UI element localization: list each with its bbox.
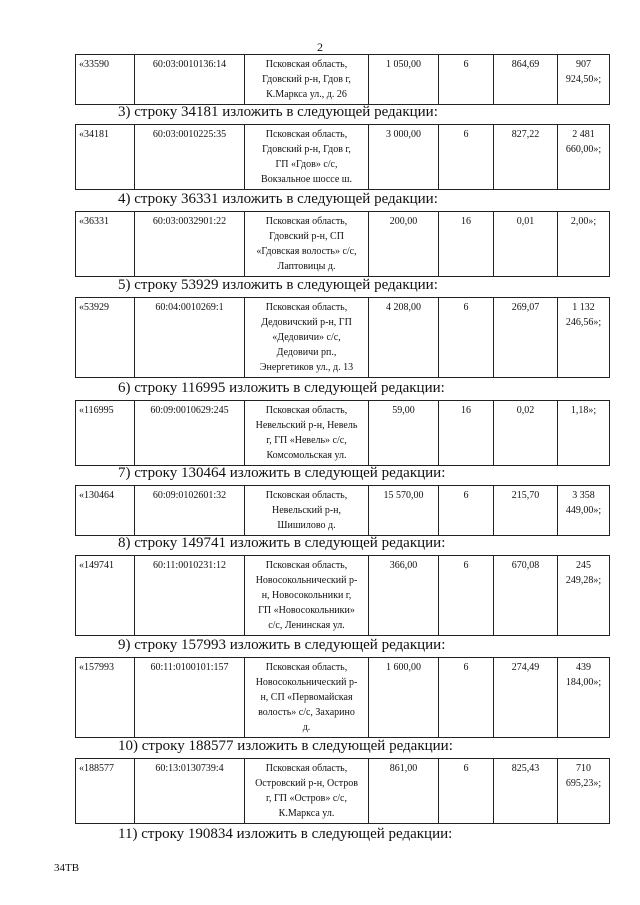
cell-area: 3 000,00 — [369, 125, 439, 190]
cell-address — [245, 55, 369, 105]
cell-rate: 6 — [439, 658, 494, 738]
cell-cadastral: 60:09:0102601:32 — [135, 486, 245, 536]
address-line: н, Новосокольники г, — [261, 590, 352, 601]
cell-value: 825,43 — [494, 759, 558, 824]
cell-address — [245, 125, 369, 190]
cell-cadastral: 60:04:0010269:1 — [135, 298, 245, 378]
table-row — [76, 55, 610, 105]
cell-id: «116995 — [76, 401, 135, 466]
cell-rate: 16 — [439, 401, 494, 466]
section-heading: 9) строку 157993 изложить в следующей редакции: — [118, 637, 446, 653]
cell-cadastral: 60:09:0010629:245 — [135, 401, 245, 466]
cell-sum: 3 358 449,00»; — [558, 486, 610, 536]
cell-sum: 907 924,50»; — [558, 55, 610, 105]
record-table — [75, 54, 610, 105]
cell-address — [245, 759, 369, 824]
cell-address — [245, 212, 369, 277]
cell-value: 215,70 — [494, 486, 558, 536]
table-row — [76, 759, 610, 824]
table-row — [76, 298, 610, 378]
address-line: ГП «Гдов» с/с, — [275, 159, 338, 170]
cell-sum: 2,00»; — [558, 212, 610, 277]
address-line: Псковская область, — [265, 302, 348, 313]
record-table — [75, 485, 610, 536]
cell-id: «34181 — [76, 125, 135, 190]
section-heading: 3) строку 34181 изложить в следующей редакции: — [118, 104, 438, 120]
address-line: Псковская область, — [265, 405, 348, 416]
cell-sum: 2 481 660,00»; — [558, 125, 610, 190]
cell-address — [245, 658, 369, 738]
cell-sum: 710 695,23»; — [558, 759, 610, 824]
address-line: Невельский р-н, — [272, 505, 341, 516]
cell-area: 200,00 — [369, 212, 439, 277]
address-line: ГП «Новосокольники» — [258, 605, 355, 616]
cell-value: 0,01 — [494, 212, 558, 277]
address-line: Дедовичи рп., — [276, 347, 337, 358]
cell-area: 59,00 — [369, 401, 439, 466]
address-line: Новосокольнический р- — [255, 575, 358, 586]
record-table — [75, 124, 610, 190]
page-number: 2 — [317, 40, 323, 54]
cell-cadastral: 60:11:0100101:157 — [135, 658, 245, 738]
section-heading: 10) строку 188577 изложить в следующей редакции: — [118, 738, 453, 754]
cell-value: 827,22 — [494, 125, 558, 190]
address-line: К.Маркса ул. — [278, 808, 335, 819]
address-line: Шишилово д. — [277, 520, 336, 531]
section-heading: 7) строку 130464 изложить в следующей редакции: — [118, 465, 446, 481]
address-line: д. — [302, 722, 311, 733]
address-line: Островский р-н, Остров — [255, 778, 358, 789]
address-line: Гдовский р-н, СП — [269, 231, 344, 242]
cell-id: «36331 — [76, 212, 135, 277]
address-line: г, ГП «Невель» с/с, — [266, 435, 347, 446]
address-line: Псковская область, — [265, 490, 348, 501]
cell-address — [245, 401, 369, 466]
cell-sum: 1 132 246,56»; — [558, 298, 610, 378]
address-line: Дедовичский р-н, ГП — [261, 317, 352, 328]
cell-id: «130464 — [76, 486, 135, 536]
cell-value: 269,07 — [494, 298, 558, 378]
section-heading: 5) строку 53929 изложить в следующей редакции: — [118, 277, 438, 293]
cell-sum: 245 249,28»; — [558, 556, 610, 636]
address-line: Гдовский р-н, Гдов г, — [262, 74, 351, 85]
cell-id: «33590 — [76, 55, 135, 105]
record-table — [75, 211, 610, 277]
cell-rate: 6 — [439, 556, 494, 636]
cell-cadastral: 60:03:0032901:22 — [135, 212, 245, 277]
cell-address — [245, 486, 369, 536]
address-line: с/с, Ленинская ул. — [268, 620, 345, 631]
cell-rate: 6 — [439, 55, 494, 105]
address-line: волость» с/с, Захарино — [258, 707, 355, 718]
cell-value: 0,02 — [494, 401, 558, 466]
cell-area: 1 600,00 — [369, 658, 439, 738]
cell-sum: 1,18»; — [558, 401, 610, 466]
cell-area: 4 208,00 — [369, 298, 439, 378]
address-line: Псковская область, — [265, 129, 348, 140]
cell-id: «188577 — [76, 759, 135, 824]
address-line: Псковская область, — [265, 216, 348, 227]
cell-cadastral: 60:03:0010136:14 — [135, 55, 245, 105]
record-table — [75, 758, 610, 824]
cell-cadastral: 60:03:0010225:35 — [135, 125, 245, 190]
cell-id: «53929 — [76, 298, 135, 378]
table-row — [76, 401, 610, 466]
address-line: Энергетиков ул., д. 13 — [259, 362, 354, 373]
address-line: Невельский р-н, Невель — [255, 420, 358, 431]
cell-rate: 6 — [439, 298, 494, 378]
record-table — [75, 297, 610, 378]
cell-rate: 6 — [439, 125, 494, 190]
cell-value: 670,08 — [494, 556, 558, 636]
cell-cadastral: 60:11:0010231:12 — [135, 556, 245, 636]
cell-area: 1 050,00 — [369, 55, 439, 105]
address-line: г, ГП «Остров» с/с, — [265, 793, 347, 804]
footer-code: 34ТВ — [54, 862, 80, 874]
address-line: Псковская область, — [265, 59, 348, 70]
address-line: Псковская область, — [265, 662, 348, 673]
address-line: Лаптовицы д. — [277, 261, 336, 272]
cell-id: «157993 — [76, 658, 135, 738]
address-line: Псковская область, — [265, 763, 348, 774]
cell-address — [245, 556, 369, 636]
cell-cadastral: 60:13:0130739:4 — [135, 759, 245, 824]
cell-rate: 6 — [439, 486, 494, 536]
address-line: «Гдовская волость» с/с, — [256, 246, 357, 257]
cell-area: 366,00 — [369, 556, 439, 636]
address-line: Гдовский р-н, Гдов г, — [262, 144, 351, 155]
table-row — [76, 556, 610, 636]
address-line: н, СП «Первомайская — [260, 692, 353, 703]
address-line: Псковская область, — [265, 560, 348, 571]
record-table — [75, 400, 610, 466]
address-line: Вокзальное шоссе ш. — [261, 174, 352, 185]
record-table — [75, 555, 610, 636]
table-row — [76, 658, 610, 738]
section-heading: 6) строку 116995 изложить в следующей редакции: — [118, 380, 445, 396]
address-line: К.Маркса ул., д. 26 — [266, 89, 347, 100]
table-row — [76, 125, 610, 190]
cell-id: «149741 — [76, 556, 135, 636]
address-line: Комсомольская ул. — [266, 450, 347, 461]
cell-rate: 6 — [439, 759, 494, 824]
section-heading: 4) строку 36331 изложить в следующей редакции: — [118, 191, 438, 207]
record-table — [75, 657, 610, 738]
cell-sum: 439 184,00»; — [558, 658, 610, 738]
cell-value: 864,69 — [494, 55, 558, 105]
cell-area: 861,00 — [369, 759, 439, 824]
cell-area: 15 570,00 — [369, 486, 439, 536]
table-row — [76, 212, 610, 277]
section-heading: 8) строку 149741 изложить в следующей редакции: — [118, 535, 446, 551]
cell-value: 274,49 — [494, 658, 558, 738]
address-line: «Дедовичи» с/с, — [272, 332, 341, 343]
section-heading: 11) строку 190834 изложить в следующей редакции: — [118, 826, 453, 842]
cell-address — [245, 298, 369, 378]
address-line: Новосокольнический р- — [255, 677, 358, 688]
cell-rate: 16 — [439, 212, 494, 277]
table-row — [76, 486, 610, 536]
